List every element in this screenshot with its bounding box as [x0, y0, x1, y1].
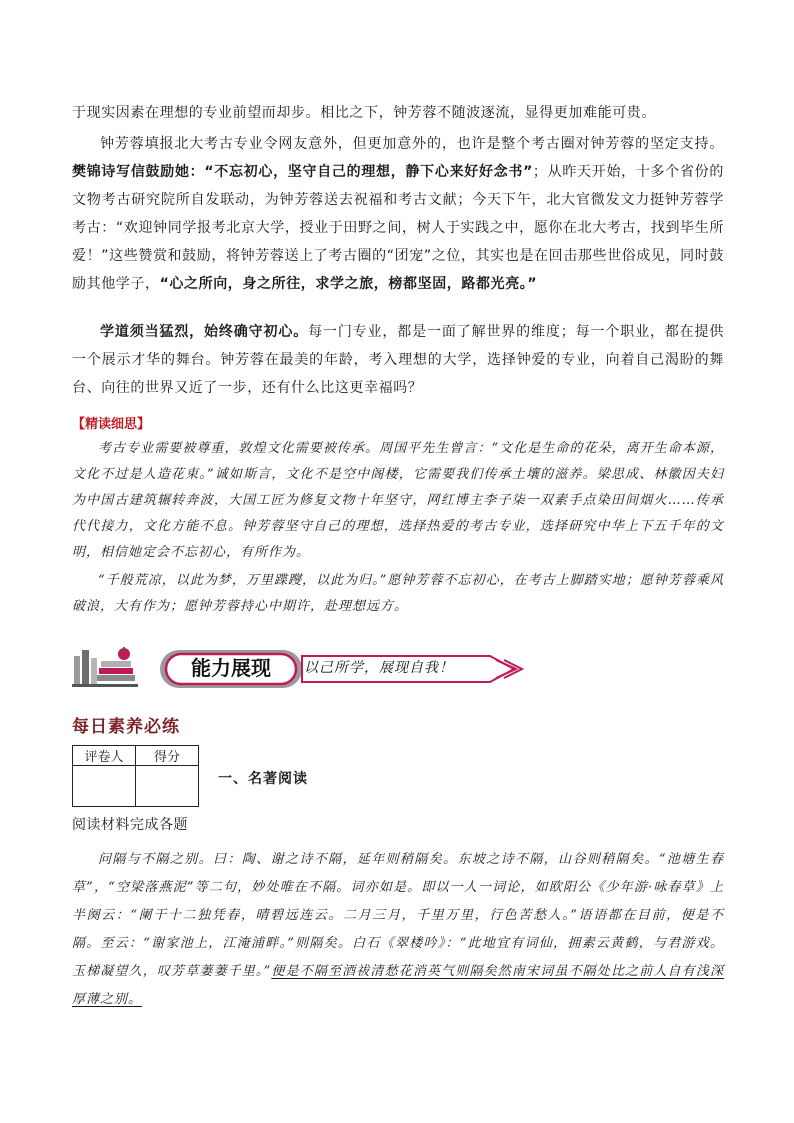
score-table-blank-row: [73, 766, 199, 807]
section-title: 每日素养必练: [72, 717, 180, 737]
score-table-header-score: 得分: [136, 746, 199, 766]
ability-banner: [72, 646, 524, 692]
banner-graphic: [72, 646, 524, 692]
reading-passage-underlined: 便是不隔至酒祓清愁花消英气则隔矣然南宋词虽不隔处比之前人自有浅深厚薄之别。: [72, 964, 724, 1007]
paragraph-continuation: 于现实因素在理想的专业前望而却步。相比之下，钟芳蓉不随波逐流，显得更加难能可贵。: [72, 105, 656, 121]
paragraph-support: [72, 130, 724, 298]
score-table: [72, 745, 199, 807]
books-icon: [72, 647, 138, 687]
paragraph-study-lead: 学道须当猛烈，始终确守初心。: [100, 324, 309, 340]
score-table-header-row: [73, 746, 199, 766]
question-title: 一、名著阅读: [218, 771, 308, 787]
intensive-paragraph-1: 考古专业需要被尊重，敦煌文化需要被传承。周国平先生曾言：“文化是生命的花朵，离开生命本源，文化不过是人造花束。”诚如斯言，文化不是空中阁楼，它需要我们传承土壤的滋养。梁思成、林徽因夫妇为中国古建筑辗转奔波，大国工匠为修复文物十年坚守，网红博主李子柒一双素手点染田间烟火……传承代代接力，文化方能不息。钟芳蓉坚守自己的理想，选择热爱的考古专业，选择研究中华上下五千年的文明，相信她定会不忘初心，有所作为。: [72, 441, 724, 560]
paragraph-support-text-c: ；从昨天开始，十多个省份的文物考古研究院所自发联动，为钟芳蓉送去祝福和考古文献；今天下午，北大官微发文力挺钟芳蓉学考古：“欢迎钟同学报考北京大学，授业于田野之间，树人于实践之中，愿你在北大考古，找到毕生所爱！”这些赞赏和鼓励，将钟芳蓉送上了考古圈的“团宠”之位，其实也是在回击那些世俗成见，同时鼓励其他学子，: [72, 164, 724, 292]
reading-passage: [72, 846, 724, 1014]
reading-passage-main: 问隔与不隔之别。曰：陶、谢之诗不隔，延年则稍隔矣。东坡之诗不隔，山谷则稍隔矣。“池塘生春草”，“空梁落燕泥”等二句，妙处唯在不隔。词亦如是。即以一人一词论，如欧阳公《少年游·咏春草》上半阕云：“阑干十二独凭春，晴碧远连云。二月三月，千里万里，行色苦愁人。”语语都在目前，便是不隔。至云：“谢家池上，江淹浦畔。”则隔矣。白石《翠楼吟》：“此地宜有词仙，拥素云黄鹤，与君游戏。玉梯凝望久，叹芳草萋萋千里。”: [72, 852, 724, 979]
score-table-grader-cell: [73, 766, 136, 807]
paragraph-study-text: 每一门专业，都是一面了解世界的维度；每一个职业，都在提供一个展示才华的舞台。钟芳蓉在最美的年龄，考入理想的大学，选择钟爱的专业，向着自己渴盼的舞台、向往的世界又近了一步，还有什么比这更幸福吗？: [72, 324, 724, 396]
paragraph-support-quote-fan: 樊锦诗写信鼓励她：“不忘初心，坚守自己的理想，静下心来好好念书”: [72, 164, 533, 180]
intensive-paragraph-2: “千般荒凉，以此为梦，万里蹀躞，以此为归。”愿钟芳蓉不忘初心，在考古上脚踏实地；愿钟芳蓉乘风破浪，大有作为；愿钟芳蓉持心中期许，赴理想远方。: [72, 573, 724, 614]
score-table-header-grader: 评卷人: [73, 746, 136, 766]
banner-title: 能力展现: [191, 656, 271, 680]
score-table-score-cell: [136, 766, 199, 807]
paragraph-support-text-a: 钟芳蓉填报北大考古专业令网友意外，但更加意外的，也许是整个考古圈对钟芳蓉的坚定支持。: [100, 136, 724, 152]
paragraph-study: [72, 318, 724, 402]
instruction-text: 阅读材料完成各题: [72, 817, 188, 833]
paragraph-support-quote-heart: “心之所向，身之所往，求学之旅，榜都坚固，路都光亮。”: [159, 276, 538, 292]
banner-slogan: 以己所学，展现自我！: [304, 660, 454, 676]
intensive-reading-tag: 【精读细思】: [72, 417, 151, 432]
